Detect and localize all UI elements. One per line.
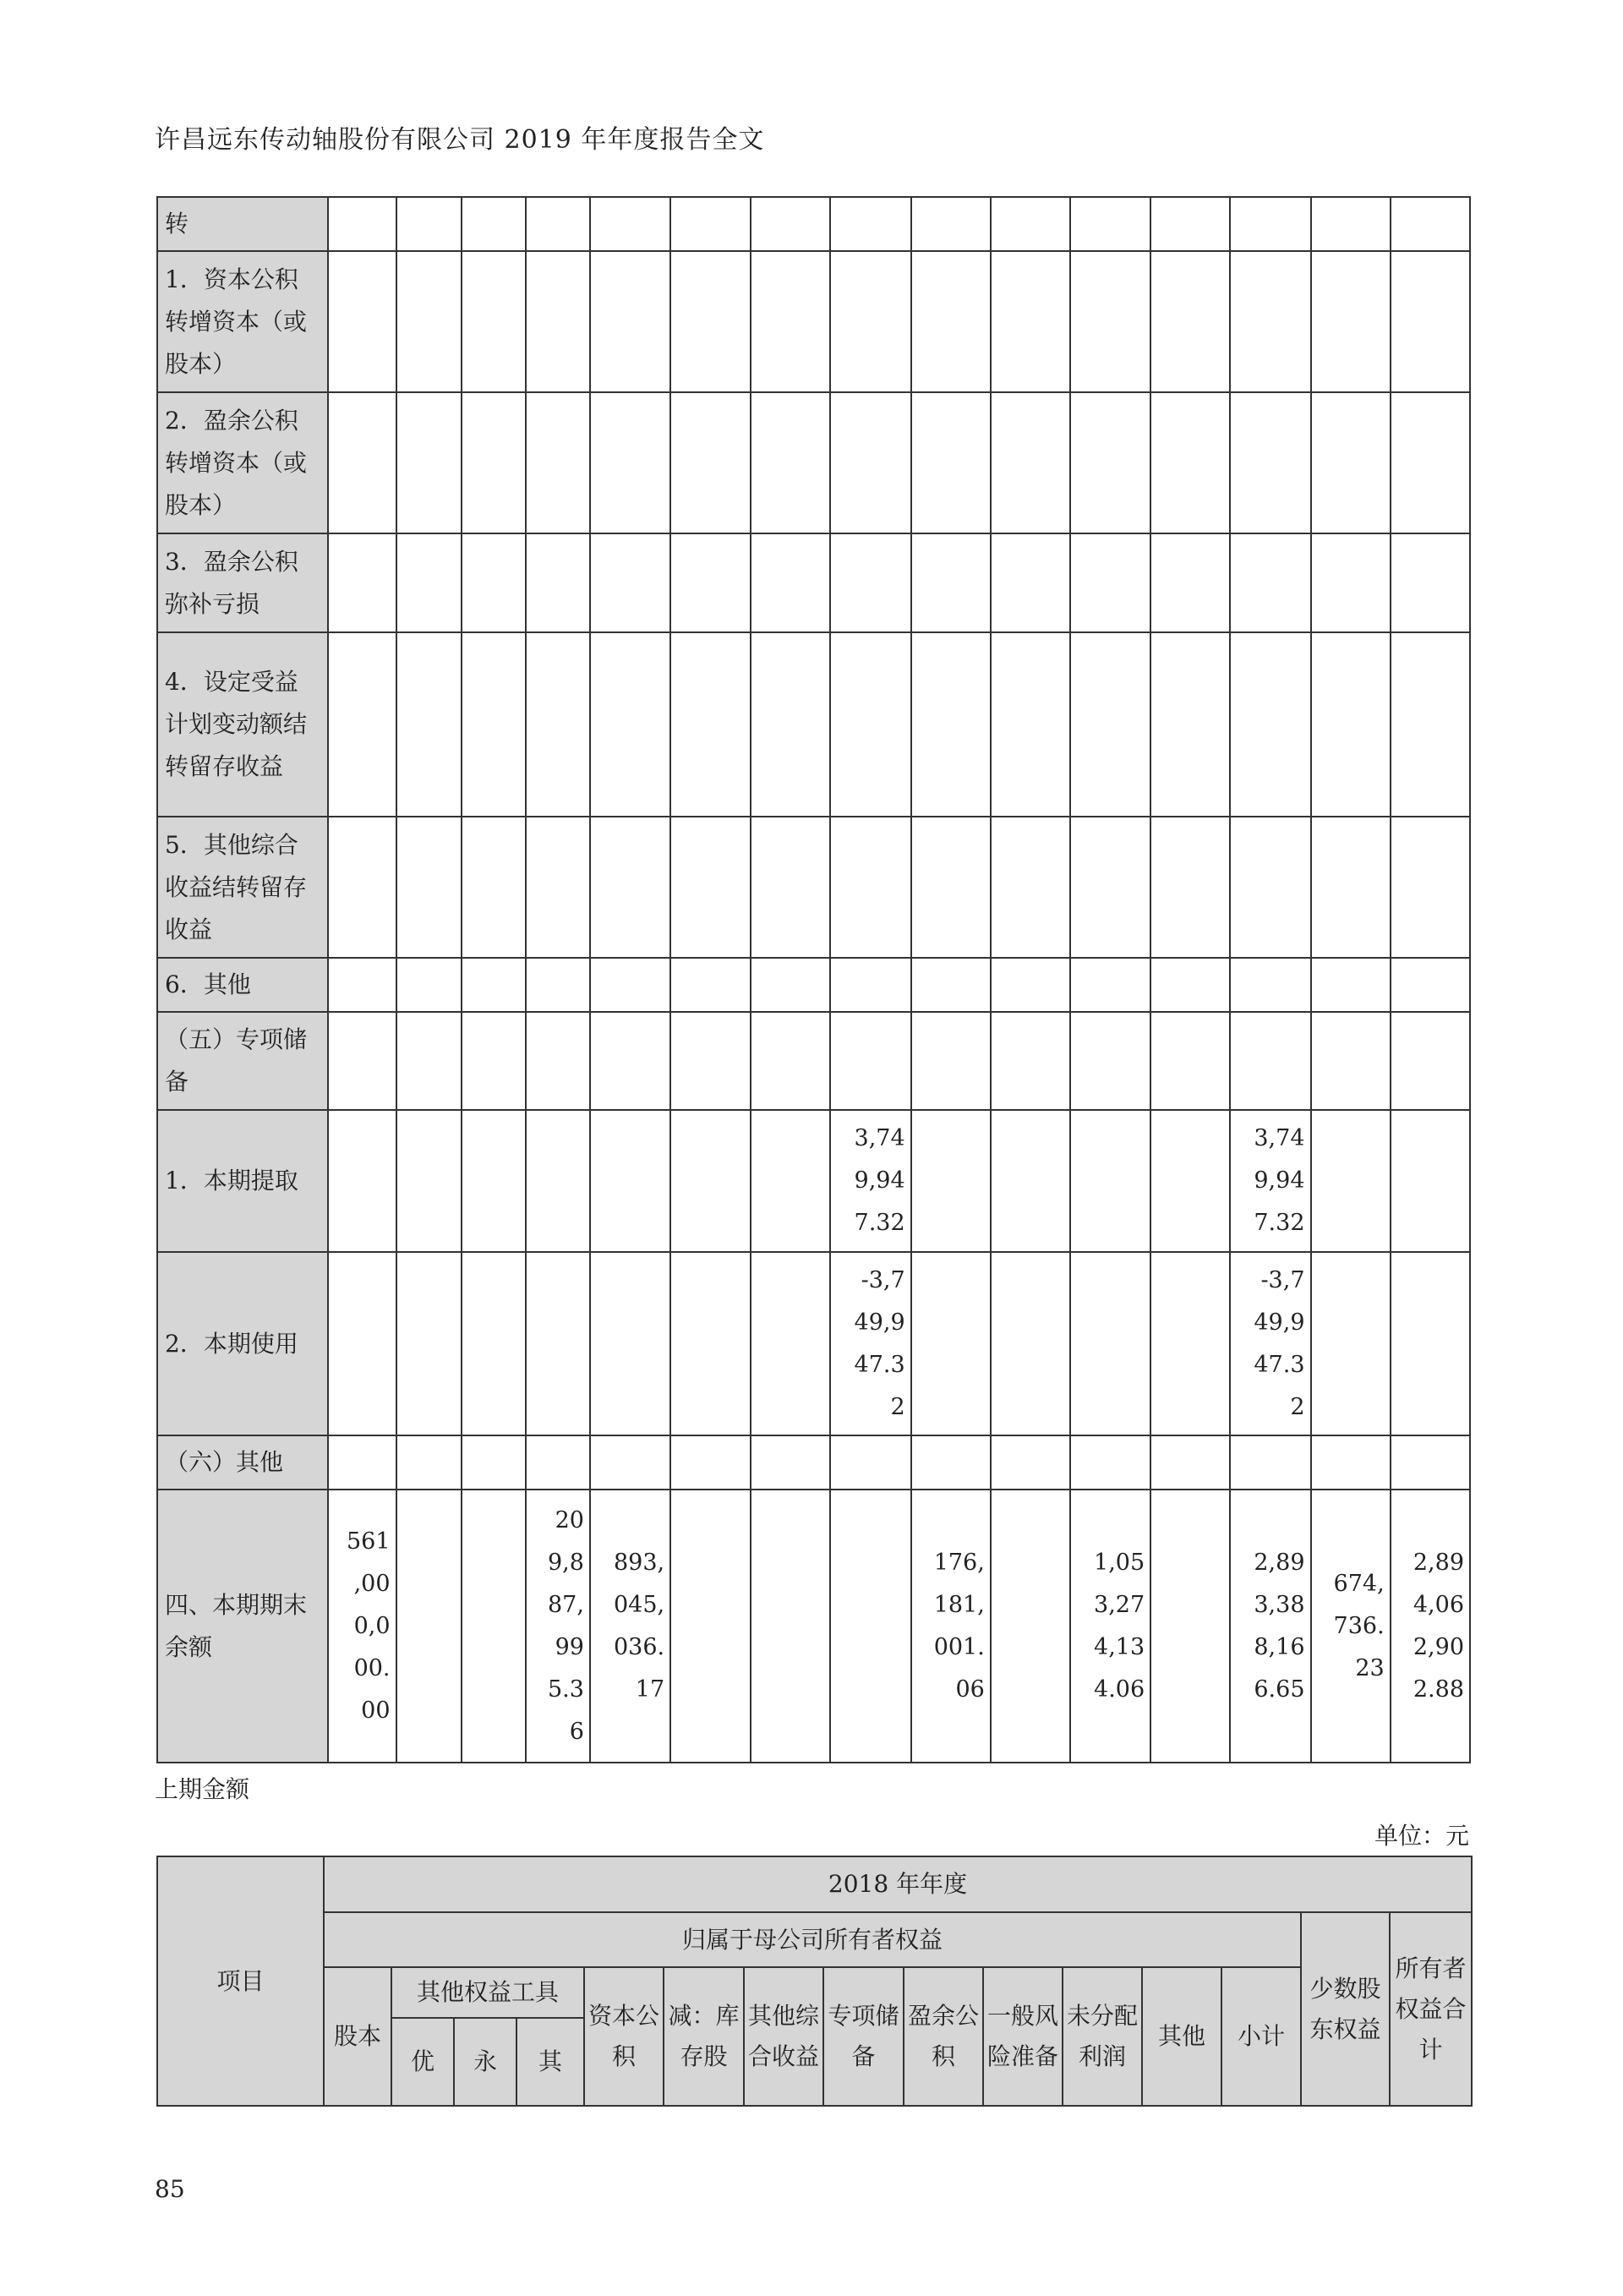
others-header: 其他 [1142, 1967, 1221, 2106]
cell-value-part: 3,27 [1094, 1591, 1145, 1618]
table-cell [328, 632, 396, 817]
table-cell [328, 1110, 396, 1252]
table-row [157, 197, 1470, 251]
table-cell [991, 632, 1070, 817]
table-cell [1311, 197, 1391, 251]
table-cell [590, 197, 670, 251]
table-cell [1311, 533, 1391, 632]
table-cell [751, 251, 830, 392]
cell-value-part: 3,38 [1254, 1591, 1305, 1618]
table-cell [328, 1435, 396, 1490]
table-cell [328, 958, 396, 1012]
table-cell [911, 1490, 991, 1763]
minority-header: 少数股东权益 [1301, 1912, 1390, 2106]
table-cell [1230, 251, 1310, 392]
table-cell [462, 1490, 526, 1763]
table-cell [590, 1110, 670, 1252]
table-cell [526, 1435, 590, 1490]
unit-label: 单位：元 [1374, 1822, 1470, 1850]
parent-equity-header: 归属于母公司所有者权益 [324, 1912, 1301, 1967]
table-cell [590, 392, 670, 533]
table-cell [462, 251, 526, 392]
table-row [157, 1252, 1470, 1435]
table-cell [1391, 1490, 1470, 1763]
table-cell [526, 251, 590, 392]
table-cell [1391, 251, 1470, 392]
table-cell [1230, 1110, 1310, 1252]
cell-value-part: 06 [955, 1676, 985, 1703]
table-cell [462, 197, 526, 251]
table-cell [991, 1252, 1070, 1435]
year-header: 2018 年年度 [324, 1856, 1472, 1912]
table-cell [462, 533, 526, 632]
table-cell [751, 1012, 830, 1110]
capital-reserve-header: 资本公积 [584, 1967, 664, 2106]
table-cell [751, 632, 830, 817]
cell-value-part: 736. [1333, 1612, 1385, 1639]
table-cell [911, 958, 991, 1012]
cell-value-part: 2 [1290, 1393, 1305, 1420]
cell-value-part: 3,74 [854, 1125, 905, 1151]
row-label: 四、本期期末余额 [157, 1490, 328, 1763]
table-cell [1070, 197, 1150, 251]
subtotal-header: 小计 [1221, 1967, 1301, 2106]
table-cell [328, 251, 396, 392]
table-cell [1070, 817, 1150, 958]
table-row [157, 817, 1470, 958]
table-cell [526, 197, 590, 251]
table-cell [1230, 392, 1310, 533]
table-cell [590, 817, 670, 958]
other-tool-header: 其 [516, 2018, 584, 2106]
table-cell [830, 817, 910, 958]
table-cell [526, 817, 590, 958]
table-row [157, 251, 1470, 392]
table-cell [991, 392, 1070, 533]
cell-value-part: 9,94 [854, 1167, 905, 1194]
table-cell [1311, 1490, 1391, 1763]
table-cell [830, 1490, 910, 1763]
cell-value-part: 3,74 [1254, 1125, 1305, 1151]
table-cell [396, 392, 462, 533]
table-cell [462, 817, 526, 958]
cell-value-part: 001. [933, 1633, 985, 1660]
table-cell [830, 1435, 910, 1490]
equity-change-table [156, 196, 1471, 1763]
cell-value-part: 7.32 [854, 1210, 905, 1236]
table-cell [328, 392, 396, 533]
table-cell [991, 533, 1070, 632]
table-cell [830, 1252, 910, 1435]
row-label: 转 [157, 197, 328, 251]
table-cell [1070, 251, 1150, 392]
table-row [157, 1110, 1470, 1252]
table-cell [462, 392, 526, 533]
table-cell [830, 392, 910, 533]
table-cell [670, 1012, 751, 1110]
cell-value-part: 4,06 [1413, 1591, 1464, 1618]
table-row [157, 1435, 1470, 1490]
cell-value-part: 8,16 [1254, 1633, 1305, 1660]
cell-value-part: 6 [569, 1718, 584, 1745]
table-cell [396, 1435, 462, 1490]
table-cell [590, 1252, 670, 1435]
table-cell [526, 1012, 590, 1110]
cell-value-part: 2 [890, 1393, 905, 1420]
table-cell [590, 1012, 670, 1110]
table-cell [396, 1012, 462, 1110]
cell-value-part: 2,89 [1254, 1549, 1305, 1576]
preferred-header: 优 [391, 2018, 454, 2106]
table-cell [991, 1012, 1070, 1110]
table-cell [1150, 817, 1230, 958]
table-cell [911, 392, 991, 533]
table-cell [590, 1435, 670, 1490]
cell-value-part: 87, [548, 1591, 584, 1618]
table-cell [1150, 197, 1230, 251]
surplus-reserve-header: 盈余公积 [904, 1967, 983, 2106]
table-cell [396, 817, 462, 958]
table-cell [1150, 1435, 1230, 1490]
table-cell [1150, 1012, 1230, 1110]
table-cell [751, 1490, 830, 1763]
table-cell [751, 817, 830, 958]
table-cell [396, 197, 462, 251]
cell-value-part: 4.06 [1094, 1676, 1145, 1703]
table-cell [1230, 958, 1310, 1012]
table-cell [1311, 632, 1391, 817]
table-cell [1070, 958, 1150, 1012]
cell-value-part: 49,9 [1254, 1309, 1305, 1336]
table-cell [670, 1490, 751, 1763]
table-cell [670, 197, 751, 251]
table-cell [670, 958, 751, 1012]
table-cell [670, 251, 751, 392]
table-cell [1230, 1435, 1310, 1490]
table-cell [751, 958, 830, 1012]
table-cell [1230, 1252, 1310, 1435]
table-cell [751, 1110, 830, 1252]
table-cell [328, 1012, 396, 1110]
table-cell [1230, 533, 1310, 632]
table-cell [1150, 1490, 1230, 1763]
table-cell [751, 1252, 830, 1435]
table-cell [1230, 632, 1310, 817]
table-cell [526, 958, 590, 1012]
table-cell [1230, 1490, 1310, 1763]
general-risk-header: 一般风险准备 [983, 1967, 1063, 2106]
table-cell [328, 533, 396, 632]
table-cell [590, 1490, 670, 1763]
cell-value-part: 893, [614, 1549, 665, 1576]
table-cell [1311, 251, 1391, 392]
treasury-header: 减：库存股 [664, 1967, 744, 2106]
table-cell [1311, 1110, 1391, 1252]
table-cell [396, 632, 462, 817]
table-cell [1391, 392, 1470, 533]
table-cell [1311, 817, 1391, 958]
cell-value-part: -3,7 [861, 1266, 905, 1293]
table-cell [462, 1110, 526, 1252]
table-cell [991, 197, 1070, 251]
table-cell [911, 251, 991, 392]
table-cell [1230, 197, 1310, 251]
page-header: 许昌远东传动轴股份有限公司 2019 年年度报告全文 [155, 125, 765, 155]
page-number: 85 [155, 2175, 185, 2203]
row-label: 5．其他综合收益结转留存收益 [157, 817, 328, 958]
cell-value-part: 20 [555, 1506, 584, 1533]
cell-value-part: 045, [614, 1591, 665, 1618]
table-cell [830, 1012, 910, 1110]
table-cell [1391, 1110, 1470, 1252]
prev-period-table [156, 1856, 1473, 2107]
cell-value-part: 9,94 [1254, 1167, 1305, 1194]
table-cell [1070, 1435, 1150, 1490]
table-cell [396, 1252, 462, 1435]
table-cell [1150, 632, 1230, 817]
table-cell [1391, 817, 1470, 958]
table-cell [1391, 958, 1470, 1012]
table-cell [1070, 1012, 1150, 1110]
table-cell [1391, 533, 1470, 632]
table-cell [590, 632, 670, 817]
table-cell [830, 958, 910, 1012]
table-cell [1391, 632, 1470, 817]
table-cell [1070, 1252, 1150, 1435]
table-cell [1070, 1490, 1150, 1763]
cell-value-part: 00. [353, 1654, 391, 1681]
table-cell [396, 1110, 462, 1252]
row-label: 4．设定受益计划变动额结转留存收益 [157, 632, 328, 817]
cell-value-part: -3,7 [1260, 1266, 1305, 1293]
table-cell [462, 632, 526, 817]
row-label: 1．资本公积转增资本（或股本） [157, 251, 328, 392]
cell-value-part: 176, [933, 1549, 985, 1576]
table-cell [590, 958, 670, 1012]
table-cell [462, 958, 526, 1012]
table-cell [1150, 1252, 1230, 1435]
table-cell [1391, 1252, 1470, 1435]
table-cell [328, 197, 396, 251]
table-cell [526, 533, 590, 632]
perpetual-header: 永 [454, 2018, 516, 2106]
table-cell [991, 958, 1070, 1012]
table-cell [1070, 533, 1150, 632]
table-cell [751, 1435, 830, 1490]
table-cell [670, 533, 751, 632]
cell-value-part: 49,9 [854, 1309, 905, 1336]
table-cell [328, 817, 396, 958]
cell-value-part: 2.88 [1413, 1676, 1464, 1703]
cell-value-part: 99 [555, 1633, 584, 1660]
other-equity-tools-header: 其他权益工具 [391, 1967, 584, 2018]
table-cell [830, 251, 910, 392]
cell-value-part: 23 [1355, 1654, 1385, 1681]
table-cell [911, 533, 991, 632]
table-cell [911, 1435, 991, 1490]
cell-value-part: 0,0 [353, 1612, 391, 1639]
table-cell [1391, 1012, 1470, 1110]
cell-value-part: 2,90 [1413, 1633, 1464, 1660]
table-cell [670, 1252, 751, 1435]
cell-value-part: 4,13 [1094, 1633, 1145, 1660]
table-cell [1070, 1110, 1150, 1252]
table-cell [1150, 533, 1230, 632]
cell-value-part: ,00 [353, 1570, 391, 1597]
table-cell [396, 958, 462, 1012]
table-cell [670, 1435, 751, 1490]
cell-value-part: 17 [635, 1676, 665, 1703]
table-cell [1150, 1110, 1230, 1252]
cell-value-part: 181, [933, 1591, 985, 1618]
table-cell [328, 1490, 396, 1763]
table-cell [911, 1252, 991, 1435]
table-cell [396, 251, 462, 392]
table-cell [991, 1110, 1070, 1252]
cell-value-part: 7.32 [1254, 1210, 1305, 1236]
table-cell [991, 1490, 1070, 1763]
table-cell [1150, 958, 1230, 1012]
table-cell [1230, 817, 1310, 958]
table-cell [751, 392, 830, 533]
table-cell [1070, 392, 1150, 533]
table-cell [1311, 1435, 1391, 1490]
cell-value-part: 2,89 [1413, 1549, 1464, 1576]
special-reserve-header: 专项储备 [823, 1967, 904, 2106]
table-cell [991, 817, 1070, 958]
table-cell [911, 632, 991, 817]
table-cell [670, 632, 751, 817]
table-cell [991, 251, 1070, 392]
row-label: （六）其他 [157, 1435, 328, 1490]
undistributed-header: 未分配利润 [1063, 1967, 1142, 2106]
row-label: 2．盈余公积转增资本（或股本） [157, 392, 328, 533]
table-cell [590, 251, 670, 392]
table-cell [830, 197, 910, 251]
table-cell [462, 1012, 526, 1110]
table-cell [590, 533, 670, 632]
table-cell [526, 1490, 590, 1763]
row-label: 3．盈余公积弥补亏损 [157, 533, 328, 632]
table-cell [670, 1110, 751, 1252]
cell-value-part: 036. [614, 1633, 665, 1660]
oci-header: 其他综合收益 [744, 1967, 823, 2106]
cell-value-part: 1,05 [1094, 1549, 1145, 1576]
row-label: （五）专项储备 [157, 1012, 328, 1110]
table-cell [1150, 392, 1230, 533]
row-label: 2．本期使用 [157, 1252, 328, 1435]
table-cell [1311, 958, 1391, 1012]
table-cell [991, 1435, 1070, 1490]
cell-value-part: 561 [346, 1528, 391, 1555]
cell-value-part: 47.3 [1254, 1351, 1305, 1378]
item-header: 项目 [157, 1856, 324, 2106]
table-cell [830, 1110, 910, 1252]
table-row [157, 632, 1470, 817]
table-cell [1311, 392, 1391, 533]
table-cell [1150, 251, 1230, 392]
table-row [157, 1490, 1470, 1763]
table-cell [911, 197, 991, 251]
table-cell [328, 1252, 396, 1435]
table-cell [1070, 632, 1150, 817]
cell-value-part: 6.65 [1254, 1676, 1305, 1703]
cell-value-part: 00 [361, 1697, 391, 1724]
table-row [157, 1012, 1470, 1110]
table-cell [396, 533, 462, 632]
table-cell [396, 1490, 462, 1763]
row-label: 1．本期提取 [157, 1110, 328, 1252]
share-capital-header: 股本 [324, 1967, 391, 2106]
row-label: 6．其他 [157, 958, 328, 1012]
table-cell [751, 533, 830, 632]
table-cell [462, 1252, 526, 1435]
cell-value-part: 47.3 [854, 1351, 905, 1378]
table-cell [830, 533, 910, 632]
table-row [157, 533, 1470, 632]
table-row [157, 392, 1470, 533]
cell-value-part: 674, [1333, 1570, 1385, 1597]
table-cell [670, 392, 751, 533]
table-cell [911, 1012, 991, 1110]
table-cell [1311, 1012, 1391, 1110]
cell-value-part: 9,8 [548, 1549, 584, 1576]
total-equity-header: 所有者权益合计 [1390, 1912, 1472, 2106]
table-row [157, 958, 1470, 1012]
table-cell [670, 817, 751, 958]
table-cell [1391, 1435, 1470, 1490]
table-cell [911, 817, 991, 958]
table-cell [1230, 1012, 1310, 1110]
table-cell [1311, 1252, 1391, 1435]
table-cell [462, 1435, 526, 1490]
table-cell [526, 1252, 590, 1435]
table-cell [526, 1110, 590, 1252]
table-cell [1391, 197, 1470, 251]
table-cell [911, 1110, 991, 1252]
table-cell [830, 632, 910, 817]
table-cell [526, 392, 590, 533]
prev-period-label: 上期金额 [155, 1775, 250, 1803]
cell-value-part: 5.3 [548, 1676, 584, 1703]
table-cell [526, 632, 590, 817]
table-cell [751, 197, 830, 251]
